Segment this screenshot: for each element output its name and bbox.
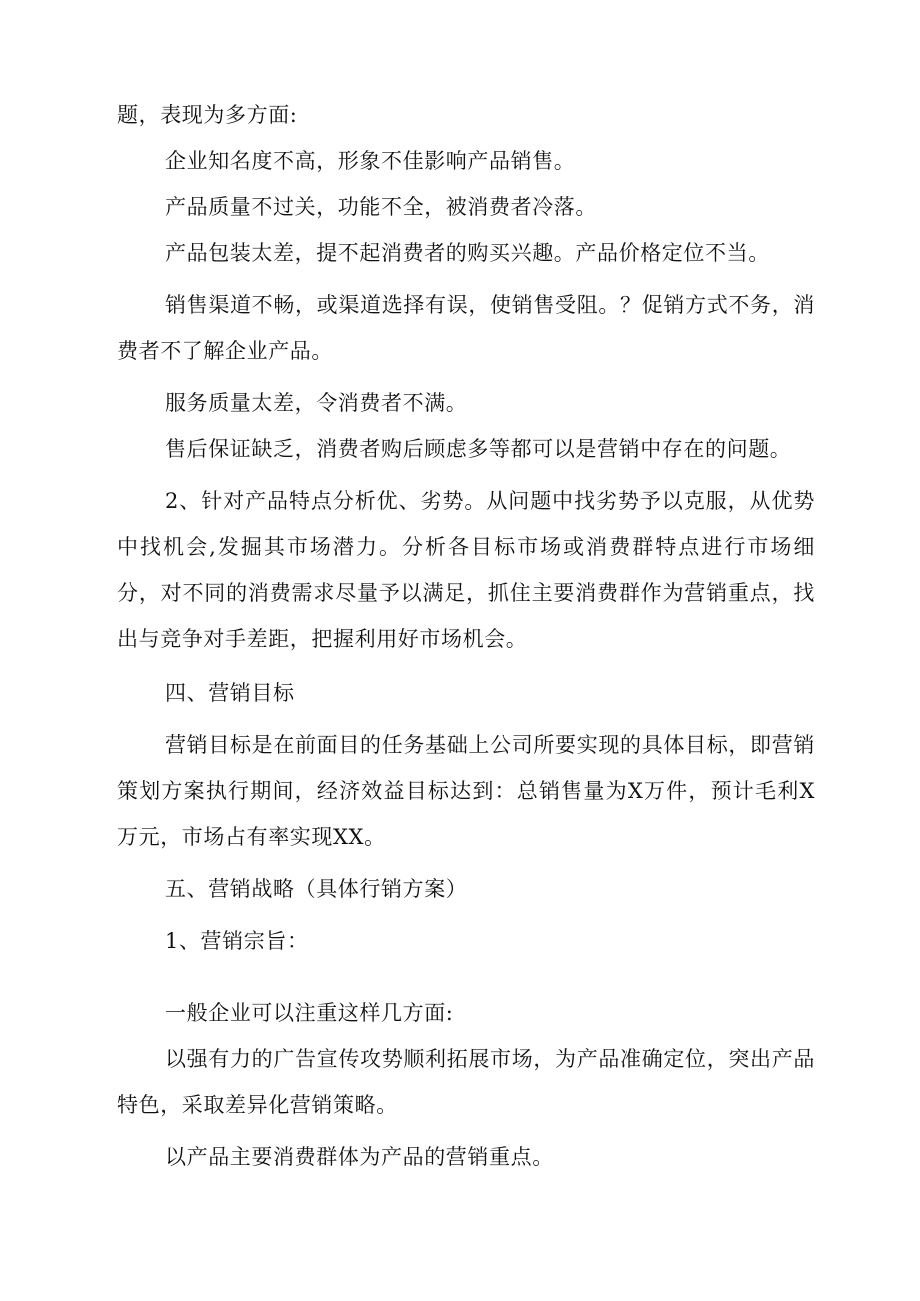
paragraph-marketing-goals: 营销目标是在前面目的任务基础上公司所要实现的具体目标，即营销策划方案执行期间，经济效益目标达到：总销售量为X万件，预计毛利X万元，市场占有率实现XX。 [117, 733, 815, 849]
paragraph-service-quality: 服务质量太差，令消费者不满。 [165, 391, 468, 415]
section-heading-marketing-goals: 四、营销目标 [165, 681, 295, 705]
paragraph-advertising-strategy: 以强有力的广告宣传攻势顺利拓展市场，为产品准确定位，突出产品特色，采取差异化营销策略。 [117, 1047, 815, 1117]
paragraph-general-focus: 一般企业可以注重这样几方面: [165, 1001, 454, 1025]
paragraph-swot-analysis: 2、针对产品特点分析优、劣势。从问题中找劣势予以克服，从优势中找机会,发掘其市场潜力。分析各目标市场或消费群特点进行市场细分，对不同的消费需求尽量予以满足，抓住主要消费群作为营销重点，找出与竞争对手差距，把握利用好市场机会。 [117, 489, 815, 651]
paragraph-target-consumers: 以产品主要消费群体为产品的营销重点。 [165, 1145, 554, 1169]
paragraph-product-quality: 产品质量不过关，功能不全，被消费者冷落。 [165, 195, 597, 219]
subheading-marketing-purpose: 1、营销宗旨： [165, 929, 309, 953]
paragraph-after-sales: 售后保证缺乏，消费者购后顾虑多等都可以是营销中存在的问题。 [165, 437, 792, 461]
section-heading-marketing-strategy: 五、营销战略（具体行销方案） [165, 877, 468, 901]
paragraph-packaging-pricing: 产品包装太差，提不起消费者的购买兴趣。产品价格定位不当。 [165, 241, 770, 265]
paragraph-brand-awareness: 企业知名度不高，形象不佳影响产品销售。 [165, 149, 576, 173]
paragraph-continuation: 题，表现为多方面: [117, 103, 298, 127]
paragraph-sales-channels: 销售渠道不畅，或渠道选择有误，使销售受阻。？促销方式不务，消费者不了解企业产品。 [117, 293, 815, 363]
